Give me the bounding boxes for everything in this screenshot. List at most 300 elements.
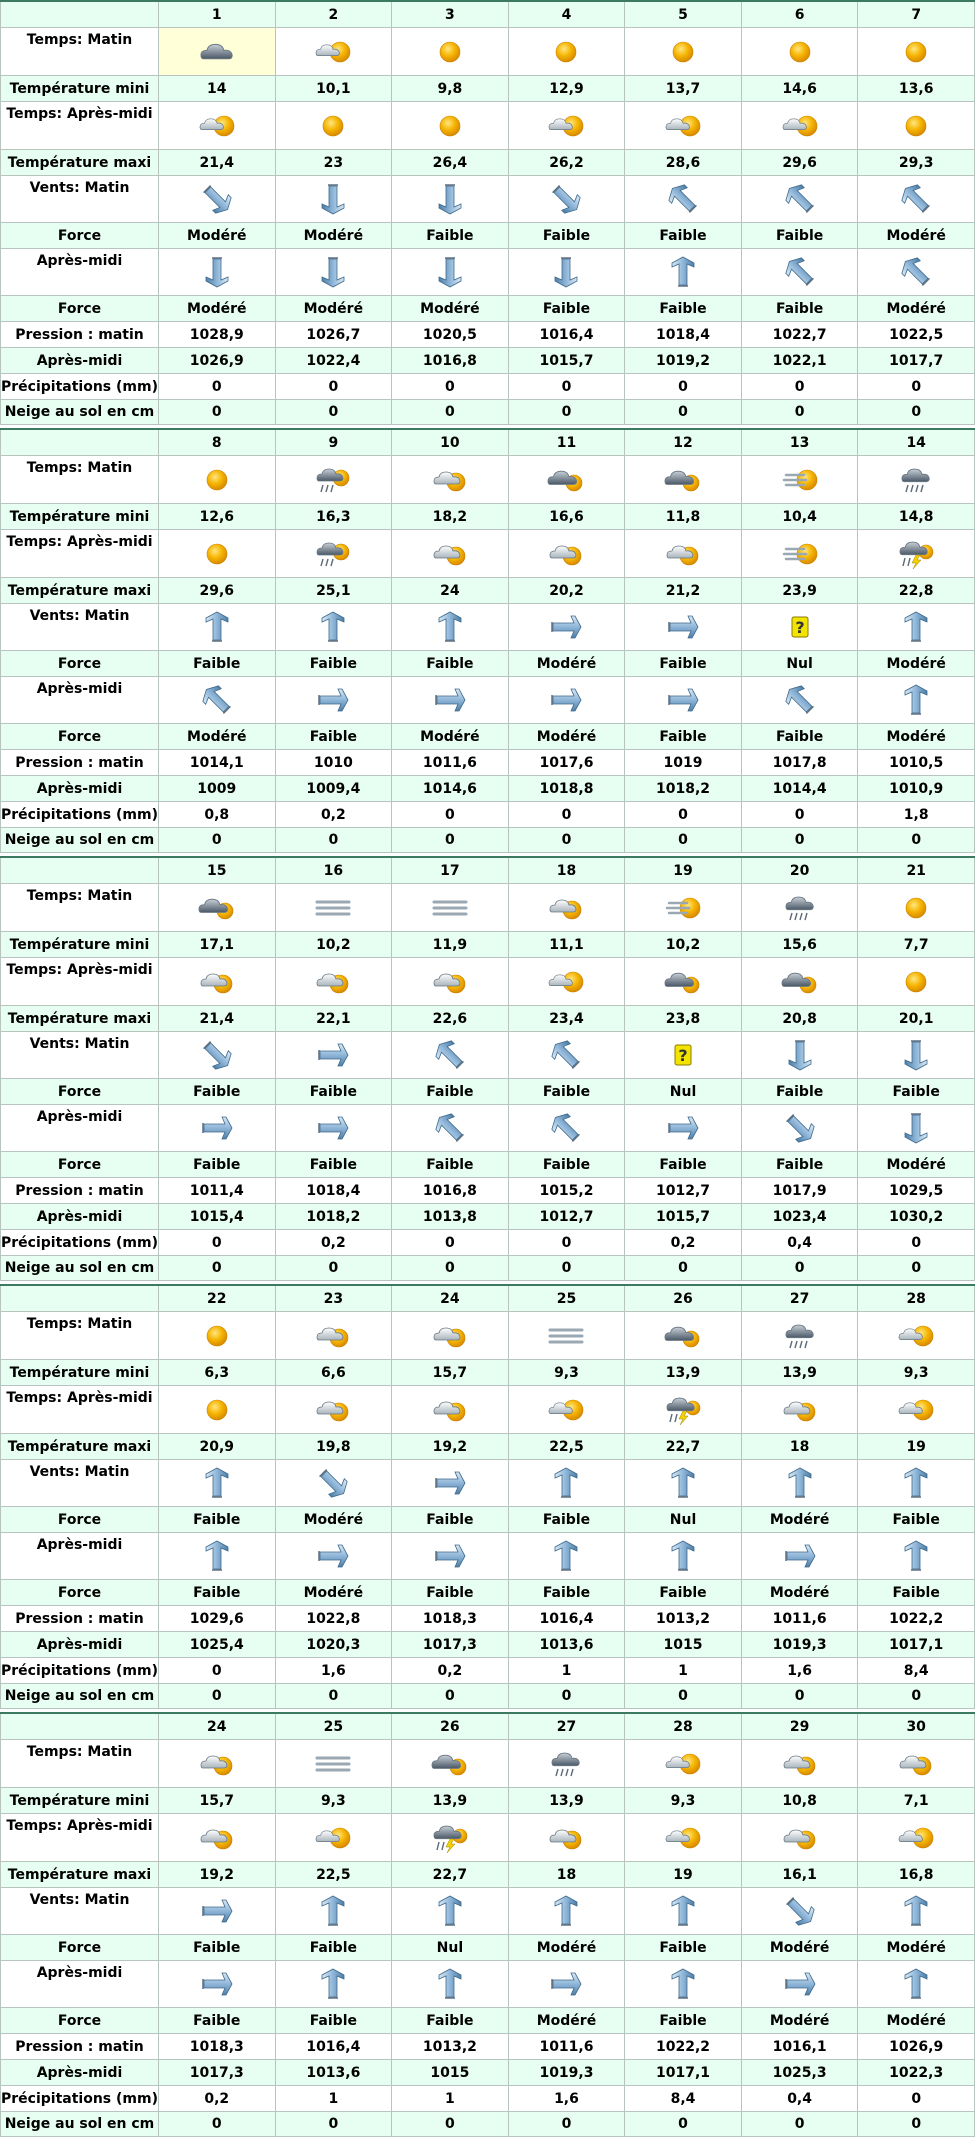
sun-icon — [858, 893, 974, 923]
cell-neige: 0 — [858, 828, 975, 853]
row-label-temp_maxi: Température maxi — [1, 1006, 159, 1032]
cell-vents_matin — [508, 604, 625, 651]
cell-force_matin: Modéré — [741, 1935, 858, 1961]
row-label-neige: Neige au sol en cm — [1, 1256, 159, 1281]
wind-arrow-e-icon — [392, 683, 508, 717]
cell-force_apres_midi: Faible — [275, 2008, 392, 2034]
row-label-temp_maxi: Température maxi — [1, 578, 159, 604]
fog-icon — [276, 893, 392, 923]
cell-temp_mini: 9,3 — [858, 1360, 975, 1386]
cell-force_matin: Faible — [275, 1079, 392, 1105]
cloud-sun-icon — [276, 1395, 392, 1425]
cell-pression_matin: 1017,9 — [741, 1178, 858, 1204]
wind-arrow-e-icon — [509, 683, 625, 717]
sun-cloud-icon — [625, 1823, 741, 1853]
cell-precipitations: 1 — [508, 1658, 625, 1684]
cell-temps_matin — [858, 884, 975, 932]
sun-icon — [858, 967, 974, 997]
cell-temp_mini: 15,7 — [159, 1788, 276, 1814]
cell-temp_maxi: 16,1 — [741, 1862, 858, 1888]
cloud-sun-icon — [276, 1321, 392, 1351]
cloudy-sun-icon — [392, 1749, 508, 1779]
cell-force_apres_midi: Faible — [625, 1152, 742, 1178]
cell-vents_matin — [858, 1888, 975, 1935]
cell-temps_apres_midi — [392, 1814, 509, 1862]
cell-temps_apres_midi — [858, 102, 975, 150]
cell-force_matin: Modéré — [508, 651, 625, 677]
cell-temp_mini: 14 — [159, 76, 276, 102]
cell-pression_apres_midi: 1010,9 — [858, 776, 975, 802]
cloudy-sun-icon — [625, 967, 741, 997]
cell-force_apres_midi: Faible — [392, 1152, 509, 1178]
cloud-sun-icon — [392, 1395, 508, 1425]
row-label-temps_matin: Temps: Matin — [1, 1740, 159, 1788]
day-number: 25 — [275, 1713, 392, 1740]
cell-temp_mini: 13,9 — [508, 1788, 625, 1814]
cell-vents_apres_midi — [741, 1105, 858, 1152]
row-force_apres_midi — [1, 2008, 975, 2034]
cell-vents_matin — [275, 1032, 392, 1079]
sun-cloud-icon — [858, 1823, 974, 1853]
cell-pression_matin: 1011,6 — [392, 750, 509, 776]
sun-icon — [858, 111, 974, 141]
wind-arrow-nw-icon — [742, 683, 858, 717]
cell-pression_apres_midi: 1023,4 — [741, 1204, 858, 1230]
cell-temps_apres_midi — [508, 530, 625, 578]
wind-arrow-e-icon — [742, 1967, 858, 2001]
row-precipitations — [1, 2086, 975, 2112]
row-label-force_apres_midi: Force — [1, 2008, 159, 2034]
cell-temps_matin — [275, 884, 392, 932]
row-label-vents_matin: Vents: Matin — [1, 1888, 159, 1935]
cell-vents_apres_midi — [741, 1961, 858, 2008]
sun-cloud-icon — [625, 1749, 741, 1779]
cell-temps_matin — [159, 456, 276, 504]
cell-neige: 0 — [741, 2112, 858, 2137]
cell-temps_matin — [159, 1312, 276, 1360]
row-temp_maxi — [1, 1006, 975, 1032]
cell-neige: 0 — [159, 1256, 276, 1281]
haze-sun-icon — [742, 465, 858, 495]
cell-vents_apres_midi — [625, 1961, 742, 2008]
row-days — [1, 857, 975, 884]
row-label-pression_apres_midi: Après-midi — [1, 2060, 159, 2086]
row-label-pression_apres_midi: Après-midi — [1, 1204, 159, 1230]
day-number: 6 — [741, 1, 858, 28]
cell-vents_apres_midi — [275, 249, 392, 296]
cell-temp_mini: 11,1 — [508, 932, 625, 958]
cell-temps_matin — [625, 28, 742, 76]
cell-temp_maxi: 21,4 — [159, 150, 276, 176]
cell-force_apres_midi: Faible — [508, 1152, 625, 1178]
cell-force_apres_midi: Faible — [858, 1580, 975, 1606]
cell-vents_matin — [508, 1032, 625, 1079]
wind-arrow-n-icon — [159, 1539, 275, 1573]
cell-precipitations: 1,6 — [741, 1658, 858, 1684]
cell-precipitations: 0 — [858, 374, 975, 400]
wind-arrow-n-icon — [509, 1466, 625, 1500]
cloud-sun-icon — [742, 1395, 858, 1425]
cell-vents_apres_midi — [508, 249, 625, 296]
cell-force_apres_midi: Faible — [625, 724, 742, 750]
cell-pression_apres_midi: 1020,3 — [275, 1632, 392, 1658]
wind-arrow-s-icon — [159, 255, 275, 289]
day-number: 5 — [625, 1, 742, 28]
cell-force_apres_midi: Modéré — [858, 296, 975, 322]
row-temp_maxi — [1, 150, 975, 176]
cell-temps_apres_midi — [741, 102, 858, 150]
cell-temps_apres_midi — [741, 530, 858, 578]
cell-force_matin: Faible — [858, 1507, 975, 1533]
cell-temp_mini: 13,7 — [625, 76, 742, 102]
row-neige — [1, 1684, 975, 1709]
cell-vents_apres_midi — [392, 1961, 509, 2008]
rain-sun-icon — [276, 465, 392, 495]
cell-temp_maxi: 23,8 — [625, 1006, 742, 1032]
row-temps_apres_midi — [1, 958, 975, 1006]
cell-temps_apres_midi — [159, 530, 276, 578]
sun-cloud-icon — [159, 111, 275, 141]
cell-vents_apres_midi — [741, 677, 858, 724]
wind-arrow-n-icon — [276, 610, 392, 644]
cell-pression_apres_midi: 1009,4 — [275, 776, 392, 802]
cell-force_apres_midi: Modéré — [392, 296, 509, 322]
cell-precipitations: 0 — [741, 802, 858, 828]
day-number: 26 — [392, 1713, 509, 1740]
wind-arrow-se-icon — [742, 1894, 858, 1928]
cell-force_apres_midi: Faible — [159, 1580, 276, 1606]
cell-vents_matin — [625, 1460, 742, 1507]
wind-arrow-n-icon — [625, 255, 741, 289]
wind-arrow-n-icon — [392, 610, 508, 644]
cell-temp_mini: 13,9 — [741, 1360, 858, 1386]
svg-text:?: ? — [794, 618, 805, 637]
row-label-temp_maxi: Température maxi — [1, 1434, 159, 1460]
cell-temps_apres_midi — [508, 1386, 625, 1434]
wind-arrow-n-icon — [858, 1894, 974, 1928]
cloudy-icon — [159, 37, 275, 67]
wind-arrow-nw-icon — [742, 255, 858, 289]
cell-vents_matin — [275, 176, 392, 223]
row-label-pression_matin: Pression : matin — [1, 2034, 159, 2060]
cell-temps_matin — [858, 1740, 975, 1788]
cell-force_apres_midi: Faible — [741, 724, 858, 750]
cell-vents_matin — [392, 1888, 509, 1935]
sun-cloud-icon — [858, 1321, 974, 1351]
cell-precipitations: 0 — [275, 374, 392, 400]
row-label-vents_matin: Vents: Matin — [1, 604, 159, 651]
cloud-sun-icon — [625, 539, 741, 569]
cell-temp_maxi: 20,8 — [741, 1006, 858, 1032]
row-pression_matin — [1, 2034, 975, 2060]
cell-temps_matin — [858, 28, 975, 76]
cell-pression_apres_midi: 1015,7 — [625, 1204, 742, 1230]
cell-pression_apres_midi: 1009 — [159, 776, 276, 802]
cell-pression_matin: 1013,2 — [625, 1606, 742, 1632]
wind-arrow-e-icon — [392, 1539, 508, 1573]
row-label-precipitations: Précipitations (mm) — [1, 374, 159, 400]
wind-arrow-s-icon — [392, 255, 508, 289]
day-number: 26 — [625, 1285, 742, 1312]
cell-vents_matin — [858, 176, 975, 223]
cell-temp_maxi: 26,4 — [392, 150, 509, 176]
cell-vents_matin — [625, 604, 742, 651]
sun-cloud-icon — [742, 111, 858, 141]
cell-pression_apres_midi: 1019,3 — [741, 1632, 858, 1658]
cell-pression_apres_midi: 1025,4 — [159, 1632, 276, 1658]
cell-neige: 0 — [275, 1684, 392, 1709]
header-corner — [1, 1285, 159, 1312]
cell-force_apres_midi: Faible — [508, 1580, 625, 1606]
cell-neige: 0 — [159, 828, 276, 853]
cell-pression_matin: 1029,6 — [159, 1606, 276, 1632]
cell-temp_mini: 14,6 — [741, 76, 858, 102]
cell-vents_apres_midi — [159, 677, 276, 724]
cell-temps_matin — [275, 28, 392, 76]
row-label-temp_maxi: Température maxi — [1, 150, 159, 176]
wind-arrow-nw-icon — [392, 1111, 508, 1145]
cell-force_matin: Modéré — [741, 1507, 858, 1533]
storm-icon — [858, 539, 974, 569]
cloud-sun-icon — [159, 1823, 275, 1853]
cell-neige: 0 — [858, 2112, 975, 2137]
wind-arrow-e-icon — [276, 1539, 392, 1573]
wind-arrow-s-icon — [392, 182, 508, 216]
cell-precipitations: 0 — [858, 1230, 975, 1256]
cell-pression_apres_midi: 1017,7 — [858, 348, 975, 374]
cell-force_matin: Faible — [392, 651, 509, 677]
cell-vents_apres_midi — [858, 1533, 975, 1580]
cell-vents_apres_midi — [625, 249, 742, 296]
wind-arrow-nw-icon — [858, 255, 974, 289]
row-label-neige: Neige au sol en cm — [1, 1684, 159, 1709]
cell-force_matin: Faible — [625, 1935, 742, 1961]
cell-temps_matin — [741, 884, 858, 932]
cell-temps_matin — [159, 28, 276, 76]
cell-vents_matin — [741, 1032, 858, 1079]
cell-temp_maxi: 21,2 — [625, 578, 742, 604]
cell-pression_matin: 1016,1 — [741, 2034, 858, 2060]
cell-temp_maxi: 18 — [508, 1862, 625, 1888]
day-number: 30 — [858, 1713, 975, 1740]
row-label-pression_matin: Pression : matin — [1, 1178, 159, 1204]
cell-temp_mini: 6,6 — [275, 1360, 392, 1386]
row-neige — [1, 2112, 975, 2137]
day-number: 24 — [159, 1713, 276, 1740]
cell-temps_apres_midi — [508, 102, 625, 150]
cell-neige: 0 — [858, 400, 975, 425]
cell-temp_maxi: 23,9 — [741, 578, 858, 604]
cell-vents_apres_midi — [625, 1105, 742, 1152]
cell-temps_matin — [508, 456, 625, 504]
cell-temp_maxi: 22,5 — [275, 1862, 392, 1888]
row-days — [1, 429, 975, 456]
cell-pression_apres_midi: 1019,2 — [625, 348, 742, 374]
day-number: 1 — [159, 1, 276, 28]
cell-pression_matin: 1022,5 — [858, 322, 975, 348]
day-number: 27 — [741, 1285, 858, 1312]
cell-pression_apres_midi: 1030,2 — [858, 1204, 975, 1230]
cell-precipitations: 1 — [392, 2086, 509, 2112]
cloud-sun-icon — [858, 1749, 974, 1779]
row-precipitations — [1, 1658, 975, 1684]
wind-arrow-s-icon — [858, 1038, 974, 1072]
cell-temps_matin — [392, 1740, 509, 1788]
day-number: 28 — [625, 1713, 742, 1740]
cell-pression_matin: 1018,4 — [625, 322, 742, 348]
cell-temp_mini: 9,3 — [275, 1788, 392, 1814]
cloud-sun-icon — [742, 1823, 858, 1853]
cloud-sun-icon — [392, 539, 508, 569]
wind-arrow-se-icon — [276, 1466, 392, 1500]
wind-arrow-n-icon — [509, 1894, 625, 1928]
cell-neige: 0 — [275, 400, 392, 425]
cell-neige: 0 — [858, 1684, 975, 1709]
cell-force_apres_midi: Faible — [392, 1580, 509, 1606]
row-label-temp_mini: Température mini — [1, 76, 159, 102]
day-number: 11 — [508, 429, 625, 456]
day-number: 14 — [858, 429, 975, 456]
day-number: 13 — [741, 429, 858, 456]
cell-temps_apres_midi — [741, 958, 858, 1006]
cell-temps_matin — [275, 1740, 392, 1788]
cell-pression_apres_midi: 1017,1 — [625, 2060, 742, 2086]
cell-vents_apres_midi — [159, 249, 276, 296]
cell-temp_mini: 10,2 — [275, 932, 392, 958]
row-label-precipitations: Précipitations (mm) — [1, 802, 159, 828]
day-number: 23 — [275, 1285, 392, 1312]
cell-vents_matin — [625, 1888, 742, 1935]
cell-vents_apres_midi — [275, 1533, 392, 1580]
cell-temps_matin — [275, 456, 392, 504]
sun-icon — [159, 1395, 275, 1425]
cell-force_matin: Faible — [159, 651, 276, 677]
cell-temps_matin — [741, 1740, 858, 1788]
cell-precipitations: 0 — [159, 374, 276, 400]
row-label-apres_midi: Après-midi — [1, 1961, 159, 2008]
cell-pression_matin: 1011,6 — [508, 2034, 625, 2060]
cell-precipitations: 0,2 — [275, 1230, 392, 1256]
row-force_matin — [1, 651, 975, 677]
row-label-temps_apres_midi: Temps: Après-midi — [1, 958, 159, 1006]
cell-temp_maxi: 22,8 — [858, 578, 975, 604]
cell-temp_maxi: 18 — [741, 1434, 858, 1460]
row-label-temp_mini: Température mini — [1, 1360, 159, 1386]
cell-temp_maxi: 22,7 — [625, 1434, 742, 1460]
day-number: 24 — [392, 1285, 509, 1312]
cell-temp_mini: 17,1 — [159, 932, 276, 958]
row-label-pression_matin: Pression : matin — [1, 322, 159, 348]
week-table — [0, 0, 975, 425]
cell-force_apres_midi: Modéré — [741, 2008, 858, 2034]
wind-arrow-n-icon — [159, 610, 275, 644]
wind-arrow-nw-icon — [159, 683, 275, 717]
cloud-sun-icon — [742, 1749, 858, 1779]
cell-temps_apres_midi — [858, 530, 975, 578]
day-number: 7 — [858, 1, 975, 28]
cell-pression_matin: 1022,8 — [275, 1606, 392, 1632]
cell-force_matin: Faible — [508, 223, 625, 249]
cell-temp_maxi: 20,1 — [858, 1006, 975, 1032]
cell-temps_matin — [508, 1740, 625, 1788]
fog-icon — [509, 1321, 625, 1351]
row-temp_mini — [1, 1360, 975, 1386]
day-number: 4 — [508, 1, 625, 28]
cell-vents_apres_midi — [159, 1105, 276, 1152]
haze-sun-icon — [625, 893, 741, 923]
cell-temps_matin — [392, 28, 509, 76]
rain-icon — [742, 1321, 858, 1351]
cell-vents_matin — [392, 176, 509, 223]
fog-icon — [276, 1749, 392, 1779]
row-label-temps_apres_midi: Temps: Après-midi — [1, 1814, 159, 1862]
cell-vents_matin — [159, 604, 276, 651]
cell-force_apres_midi: Faible — [741, 296, 858, 322]
cloudy-sun-icon — [625, 1321, 741, 1351]
cell-force_matin: Faible — [741, 1079, 858, 1105]
sun-cloud-icon — [509, 111, 625, 141]
row-label-force_matin: Force — [1, 1507, 159, 1533]
cell-force_apres_midi: Modéré — [275, 296, 392, 322]
cell-precipitations: 0 — [508, 1230, 625, 1256]
cell-vents_apres_midi — [858, 1961, 975, 2008]
cell-neige: 0 — [508, 400, 625, 425]
cloud-sun-icon — [392, 465, 508, 495]
cell-pression_apres_midi: 1026,9 — [159, 348, 276, 374]
cell-temp_maxi: 19,2 — [159, 1862, 276, 1888]
wind-unknown-icon — [742, 611, 858, 643]
row-label-pression_matin: Pression : matin — [1, 1606, 159, 1632]
cell-precipitations: 0 — [741, 374, 858, 400]
wind-arrow-e-icon — [625, 1111, 741, 1145]
cell-pression_apres_midi: 1012,7 — [508, 1204, 625, 1230]
cell-temp_mini: 10,8 — [741, 1788, 858, 1814]
row-force_apres_midi — [1, 1580, 975, 1606]
row-pression_matin — [1, 322, 975, 348]
cell-neige: 0 — [508, 1684, 625, 1709]
row-vents_matin — [1, 1888, 975, 1935]
cell-precipitations: 0,8 — [159, 802, 276, 828]
cell-pression_matin: 1022,7 — [741, 322, 858, 348]
rain-sun-icon — [276, 539, 392, 569]
header-corner — [1, 1, 159, 28]
cell-force_apres_midi: Faible — [159, 1152, 276, 1178]
cell-precipitations: 0,2 — [159, 2086, 276, 2112]
wind-arrow-se-icon — [159, 1038, 275, 1072]
cell-force_matin: Modéré — [858, 651, 975, 677]
wind-arrow-n-icon — [159, 1466, 275, 1500]
cell-pression_matin: 1010 — [275, 750, 392, 776]
cell-pression_apres_midi: 1013,8 — [392, 1204, 509, 1230]
row-temp_mini — [1, 504, 975, 530]
cloudy-sun-icon — [509, 465, 625, 495]
cell-temp_mini: 6,3 — [159, 1360, 276, 1386]
cell-temp_mini: 16,3 — [275, 504, 392, 530]
storm-icon — [625, 1395, 741, 1425]
row-label-neige: Neige au sol en cm — [1, 828, 159, 853]
cell-vents_matin — [275, 1888, 392, 1935]
cell-neige: 0 — [625, 828, 742, 853]
wind-arrow-s-icon — [509, 255, 625, 289]
cloudy-sun-icon — [159, 893, 275, 923]
cell-pression_matin: 1017,8 — [741, 750, 858, 776]
cell-neige: 0 — [741, 828, 858, 853]
cell-pression_apres_midi: 1017,1 — [858, 1632, 975, 1658]
header-corner — [1, 857, 159, 884]
cell-precipitations: 1,6 — [508, 2086, 625, 2112]
cell-temps_apres_midi — [392, 102, 509, 150]
cell-vents_matin — [508, 1460, 625, 1507]
